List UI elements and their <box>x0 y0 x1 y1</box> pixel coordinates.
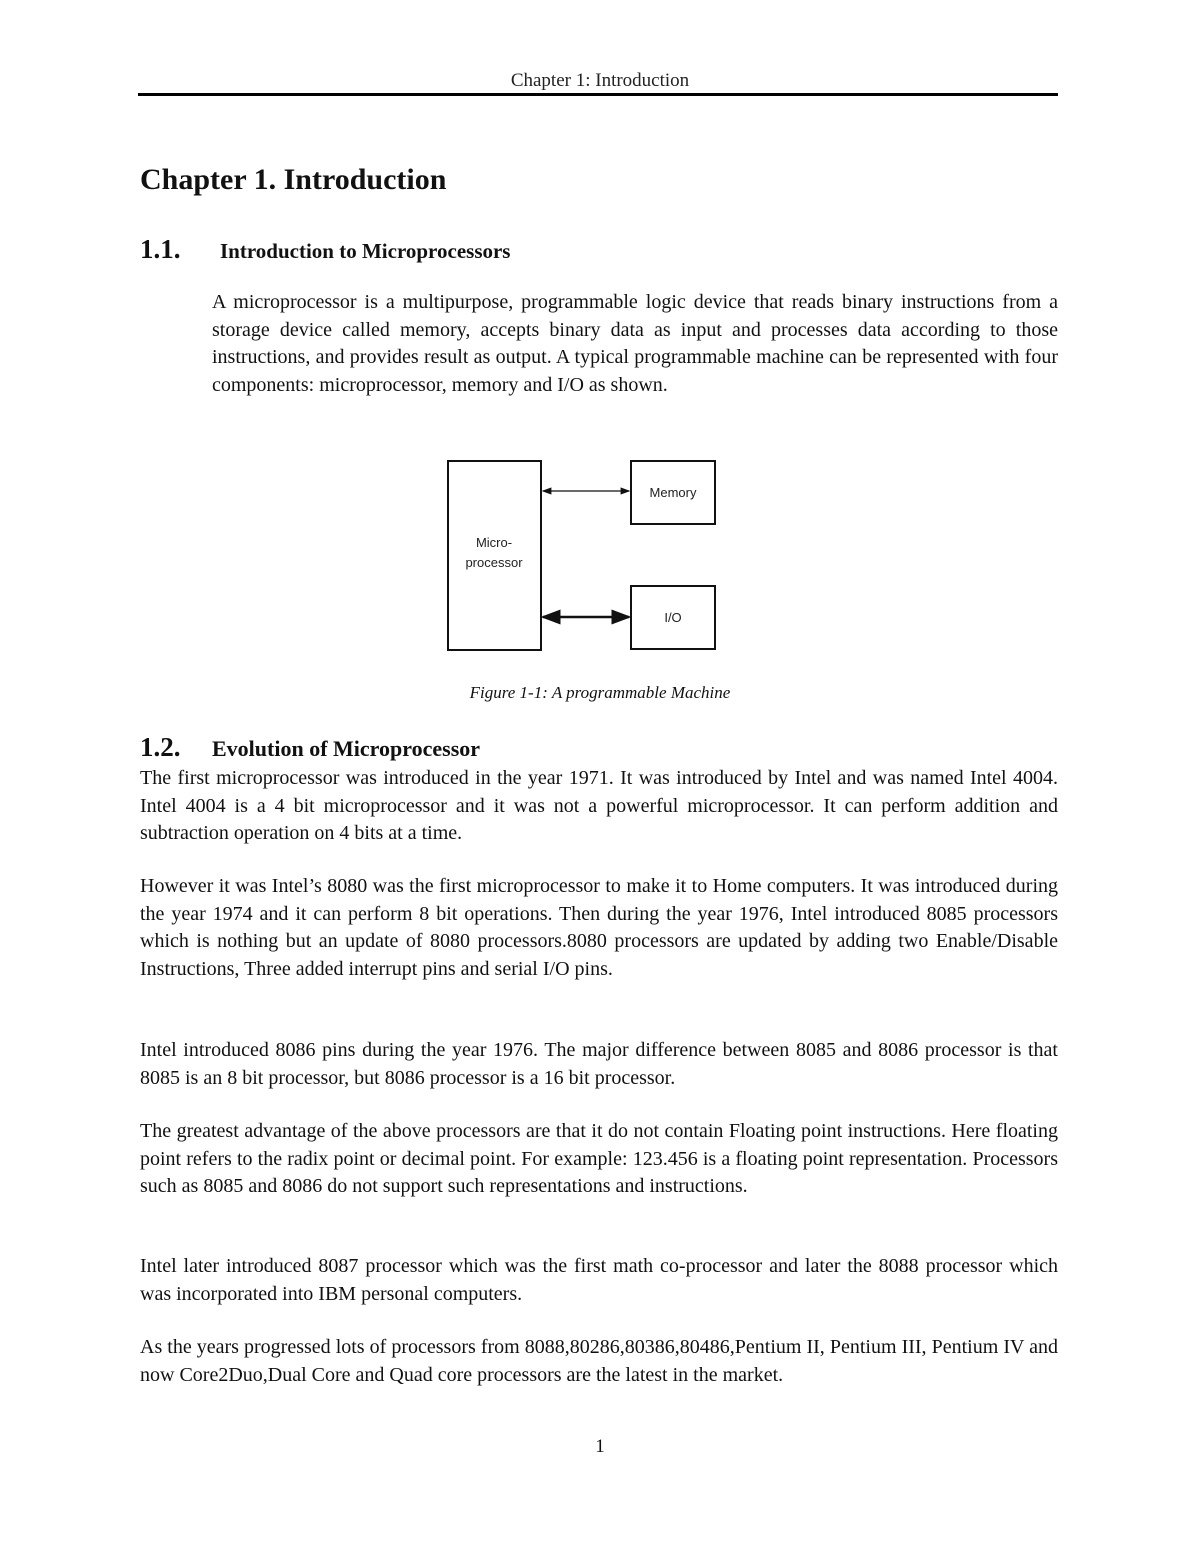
page-number: 1 <box>595 1436 605 1457</box>
figure-caption: Figure 1-1: A programmable Machine <box>469 683 731 702</box>
memory-label: Memory <box>649 485 697 500</box>
programmable-machine-diagram <box>440 450 730 662</box>
microprocessor-label-line2: processor <box>465 555 523 570</box>
evolution-paragraph-5: Intel later introduced 8087 processor which was the first math co-processor and later the 8088 processor which was incorporated into IBM personal computers. <box>140 1255 1058 1305</box>
intro-paragraph: A microprocessor is a multipurpose, programmable logic device that reads binary instructions from a storage device called memory, accepts binary data as input and processes data according to those instructions, and provides result as output. A typical programmable machine can be represented with four components: microprocessor, memory and I/O as shown. <box>212 291 1058 396</box>
running-header: Chapter 1: Introduction <box>510 70 690 91</box>
io-label: I/O <box>664 610 682 625</box>
evolution-paragraph-3: Intel introduced 8086 pins during the year 1976. The major difference between 8085 and 8086 processor is that 8085 is an 8 bit processor, but 8086 processor is a 16 bit processor. <box>140 1039 1058 1089</box>
evolution-paragraph-6: As the years progressed lots of processors from 8088,80286,80386,80486,Pentium II, Pentium III, Pentium IV and now Core2Duo,Dual Core and Quad core processors are the latest in the market. <box>140 1336 1058 1386</box>
section-heading-1-2 <box>140 732 480 763</box>
section-title: Introduction to Microprocessors <box>220 239 511 263</box>
section-number: 1.1. <box>140 234 181 264</box>
evolution-paragraph-2: However it was Intel’s 8080 was the first microprocessor to make it to Home computers. It was introduced during the year 1974 and it can perform 8 bit operations. Then during the year 1976, Intel introduced 8085 processors which is nothing but an update of 8080 processors.8080 processors are updated by adding two Enable/Disable Instructions, Three added interrupt pins and serial I/O pins. <box>140 875 1058 980</box>
evolution-paragraph-1: The first microprocessor was introduced in the year 1971. It was introduced by Intel and was named Intel 4004. Intel 4004 is a 4 bit microprocessor and it was not a powerful microprocessor. It can perform addition and subtraction operation on 4 bits at a time. <box>140 767 1058 844</box>
header-rule <box>138 93 1058 96</box>
microprocessor-label-line1: Micro- <box>475 535 513 550</box>
section-heading-1-1 <box>140 234 510 265</box>
evolution-paragraph-4: The greatest advantage of the above processors are that it do not contain Floating point instructions. Here floating point refers to the radix point or decimal point. For example: 123.456 is a floating point representation. Processors such as 8085 and 8086 do not support such representations and instructions. <box>140 1120 1058 1197</box>
section-title: Evolution of Microprocessor <box>212 736 481 761</box>
chapter-title: Chapter 1. Introduction <box>140 163 447 196</box>
section-number: 1.2. <box>140 732 181 762</box>
